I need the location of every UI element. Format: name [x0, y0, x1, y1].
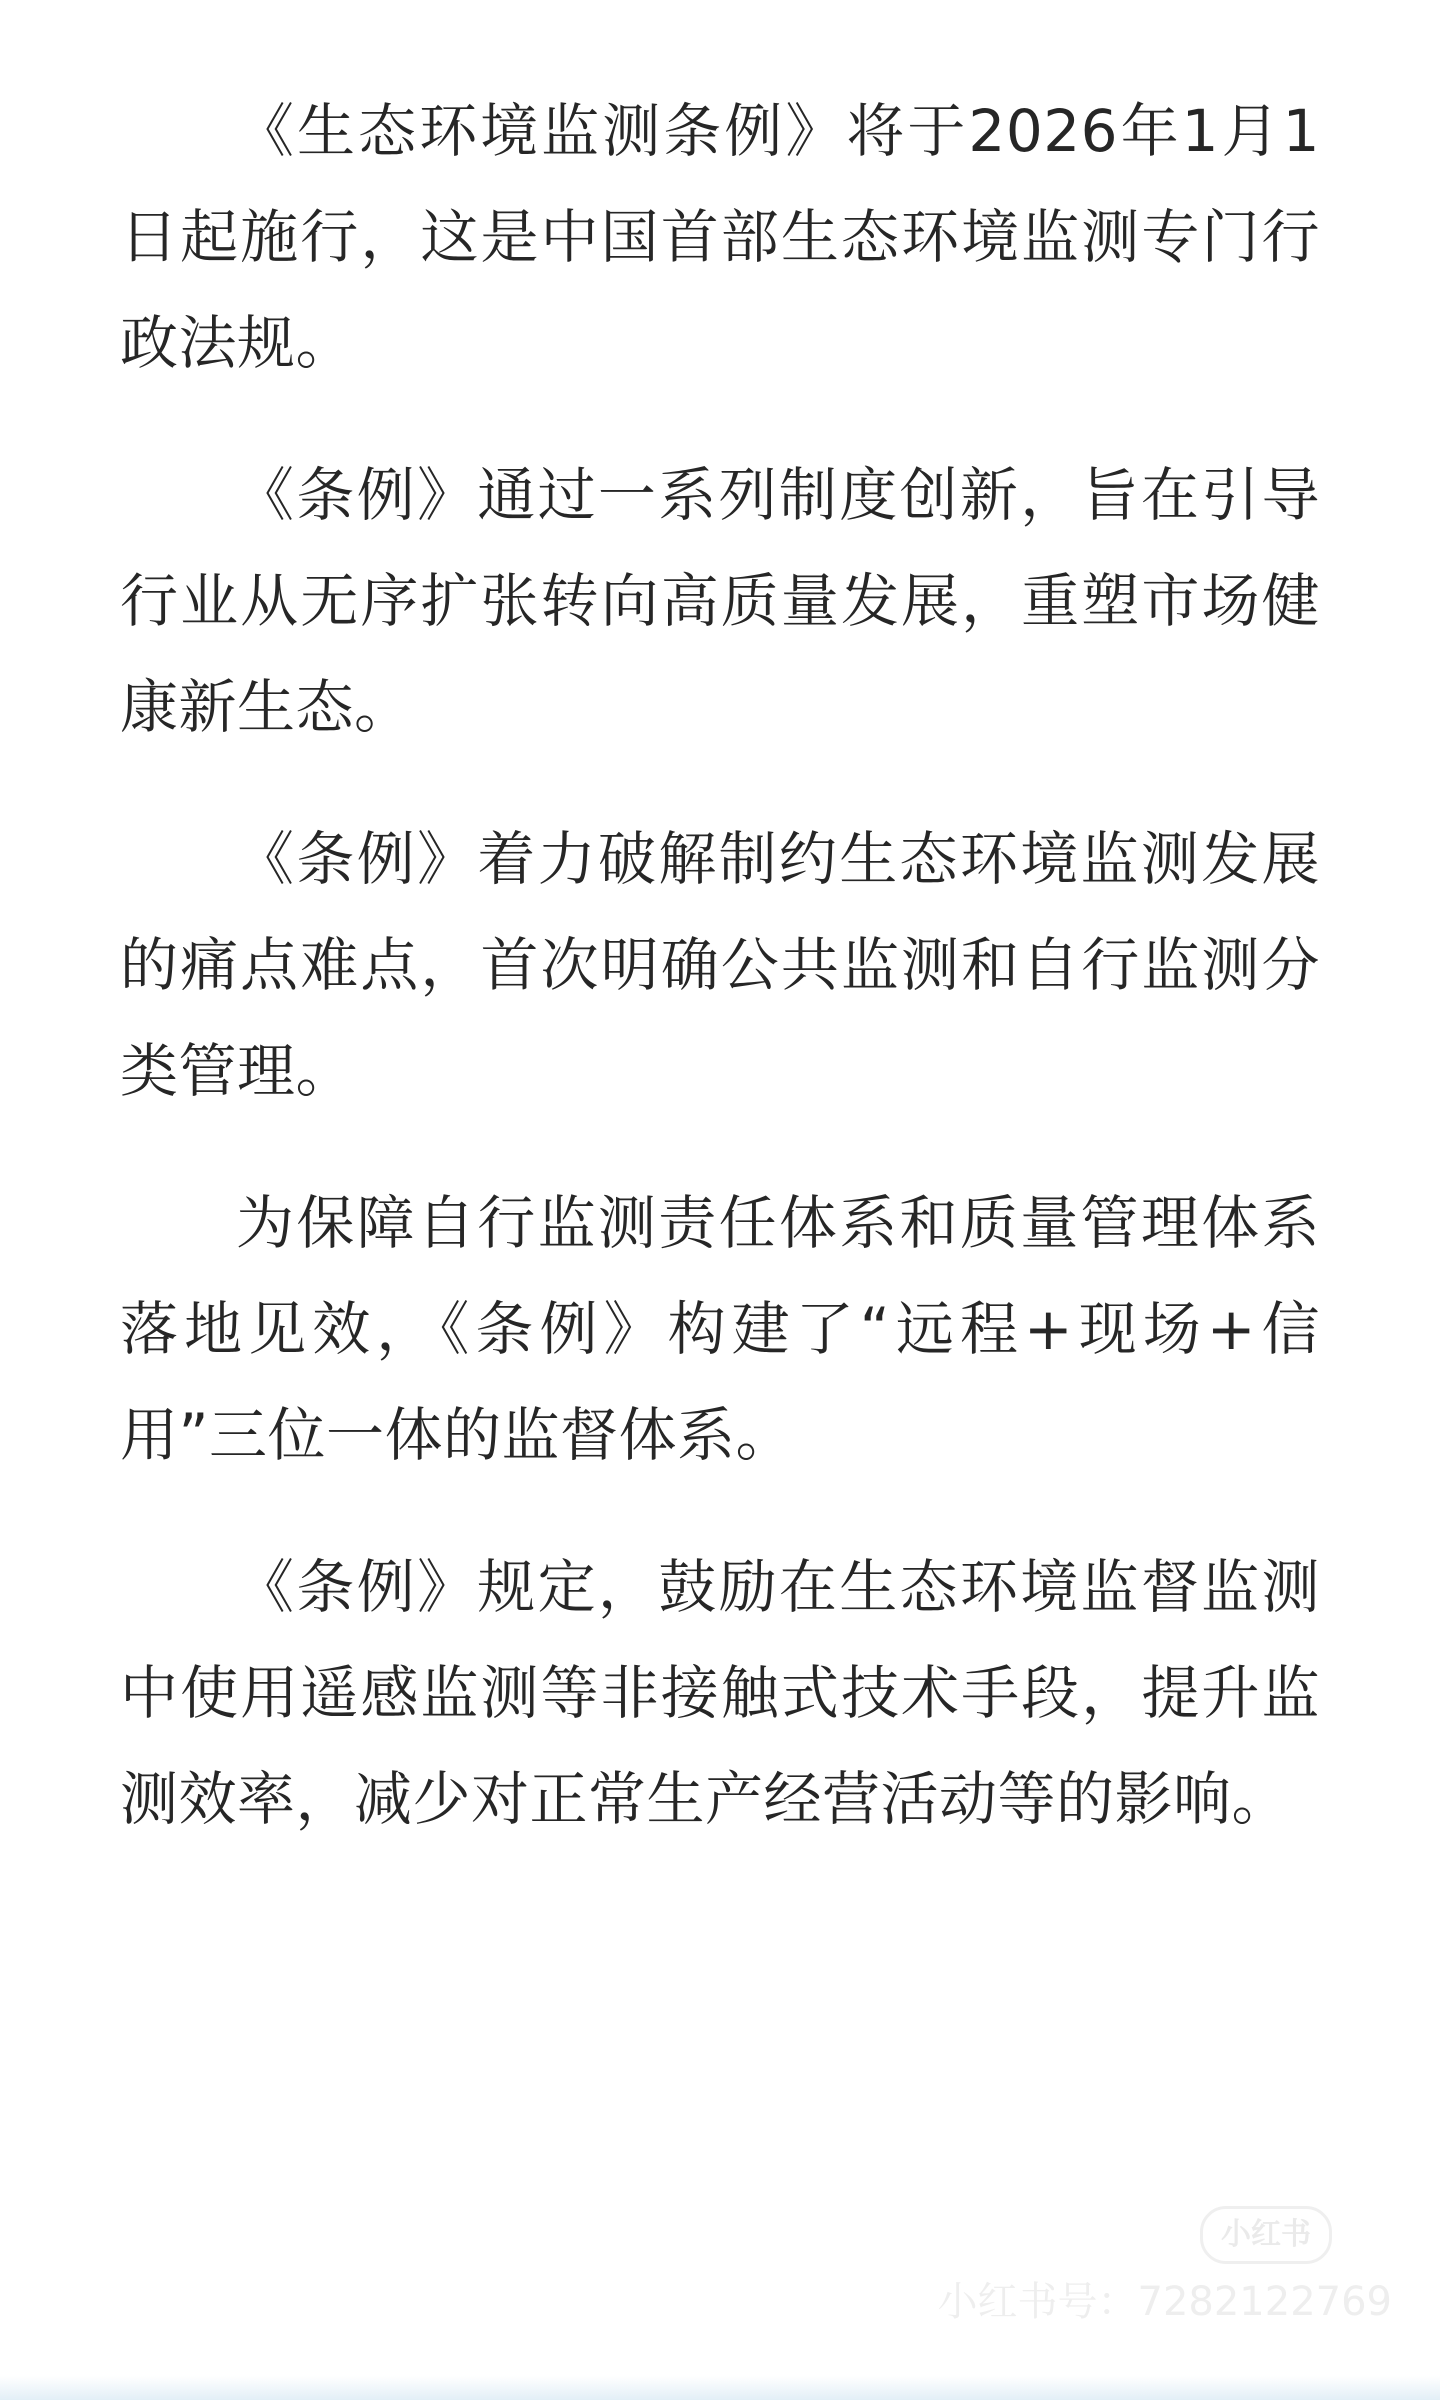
- watermark-logo: 小红书: [1200, 2206, 1332, 2264]
- article-paragraph: 《条例》通过一系列制度创新，旨在引导行业从无序扩张转向高质量发展，重塑市场健康新生态。: [120, 461, 1320, 741]
- article-paragraph: 《条例》着力破解制约生态环境监测发展的痛点难点，首次明确公共监测和自行监测分类管理。: [120, 825, 1320, 1105]
- bottom-band: [0, 2376, 1440, 2400]
- article-paragraph: 《条例》规定，鼓励在生态环境监督监测中使用遥感监测等非接触式技术手段，提升监测效率，减少对正常生产经营活动等的影响。: [120, 1553, 1320, 1833]
- article-paragraph: 《生态环境监测条例》将于2026年1月1日起施行，这是中国首部生态环境监测专门行政法规。: [120, 97, 1320, 377]
- watermark: [937, 2206, 1392, 2356]
- article-body: [120, 78, 1320, 1852]
- article-paragraph: 为保障自行监测责任体系和质量管理体系落地见效，《条例》构建了“远程+现场+信用”三位一体的监督体系。: [120, 1189, 1320, 1469]
- watermark-id: 小红书号：7282122769: [937, 2279, 1392, 2325]
